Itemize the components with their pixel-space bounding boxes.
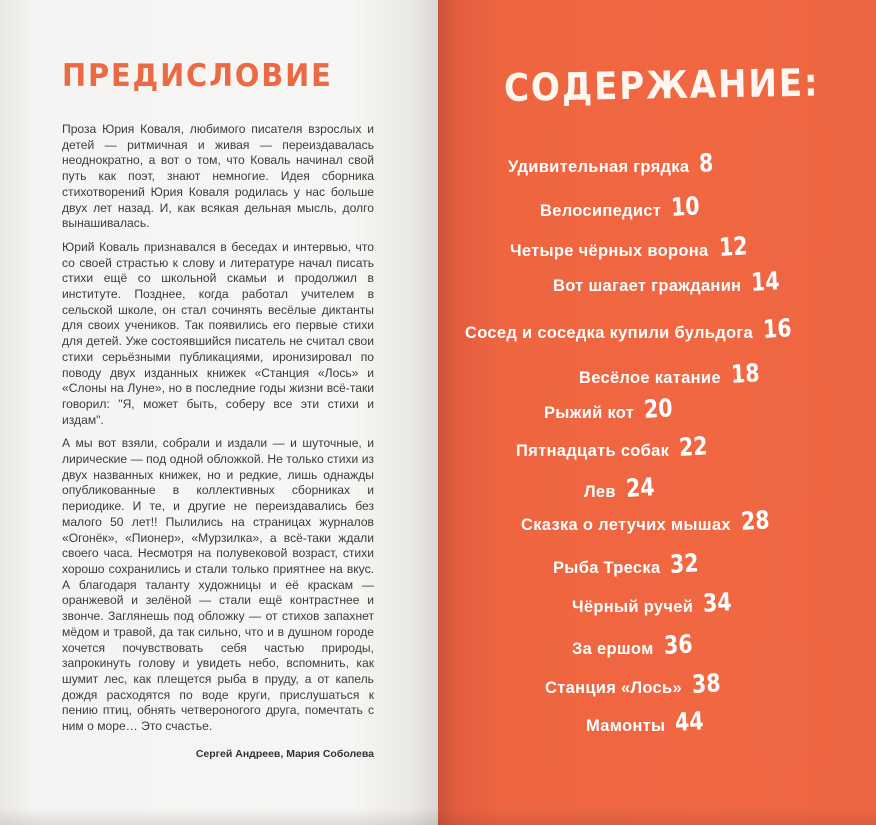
toc-item bbox=[572, 589, 738, 618]
toc-item-page: 32 bbox=[669, 548, 700, 579]
toc-item-title: Лев bbox=[584, 483, 616, 501]
toc-item-page: 14 bbox=[750, 266, 781, 297]
preface-author: Сергей Андреев, Мария Соболева bbox=[195, 748, 374, 760]
right-page bbox=[438, 0, 876, 825]
toc-item-page: 16 bbox=[762, 313, 793, 344]
toc-item bbox=[544, 395, 679, 424]
toc-item-page: 10 bbox=[670, 191, 701, 222]
toc-item-title: Весёлое катание bbox=[579, 369, 721, 387]
toc-title: СОДЕРЖАНИЕ: bbox=[503, 60, 820, 110]
preface-paragraph: Юрий Коваль признавался в беседах и интервью, что со своей страстью к слову и литературе начал писать стихи ещё со школьной скамьи и продолжил в институте. Позднее, когда работал учителем в сельской школе, он стал сочинять весёлые диктанты для своих учеников. Так появились его первые стихи для детей. Уже состоявшийся писатель не считал свои стихи серьёзными публикациями, иронизировал по поводу двух изданных книжек «Станция «Лось» и «Слоны на Луне», но в последние годы жизни всё-таки говорил: "Я, может быть, соберу все эти стихи и издам". bbox=[62, 239, 374, 427]
preface-body bbox=[62, 122, 374, 743]
toc-item-title: Рыба Треска bbox=[553, 559, 661, 577]
toc-item bbox=[516, 433, 714, 462]
toc-item-title: Станция «Лось» bbox=[545, 679, 682, 697]
toc-item-page: 18 bbox=[730, 358, 760, 389]
toc-item bbox=[510, 233, 753, 262]
toc-item-title: За ершом bbox=[572, 640, 654, 658]
toc-item-title: Сказка о летучих мышах bbox=[521, 516, 731, 534]
toc-item bbox=[540, 193, 706, 222]
toc-item-page: 8 bbox=[698, 148, 715, 178]
toc-item bbox=[545, 670, 727, 699]
toc-item-page: 36 bbox=[662, 629, 693, 660]
toc-item-page: 20 bbox=[643, 393, 674, 424]
toc-item-page: 22 bbox=[678, 431, 709, 462]
page-bottom-edge bbox=[0, 808, 876, 825]
toc-item-title: Пятнадцать собак bbox=[516, 442, 670, 460]
toc-item bbox=[465, 315, 798, 344]
toc-item-title: Четыре чёрных ворона bbox=[510, 242, 709, 260]
toc-item-title: Сосед и соседка купили бульдога bbox=[465, 324, 754, 342]
toc-item bbox=[553, 268, 786, 297]
toc-item-page: 28 bbox=[740, 505, 770, 536]
toc-item-title: Удивительная грядка bbox=[508, 158, 690, 176]
preface-paragraph: А мы вот взяли, собрали и издали — и шуточные, и лирические — под одной обложкой. Не только стихи из двух названных книжек, но и редкие, лишь однажды опубликованные в коллективных сборниках и периодике. И те, и другие не переиздавались без малого 50 лет!! Пылились на страницах журналов «Огонёк», «Пионер», «Мурзилка», а всё-таки ждали своего часа. Несмотря на полувековой возраст, стихи хорошо сохранились и стали только приятнее на вкус. А благодаря таланту художницы и её краскам — оранжевой и зелёной — стали ещё контрастнее и звонче. Заглянешь под обложку — от стихов запахнет мёдом и травой, да так сильно, что и в душном городе хочется почувствовать себя частью природы, запрокинуть голову и увидеть небо, вспомнить, как шумит лес, как плещется рыба в пруду, а от капель дождя расходятся по воде круги, прислушаться к пению птиц, обнять четвероногого друга, помечтать с ним о море… Это счастье. bbox=[62, 436, 374, 734]
toc-item-page: 44 bbox=[674, 706, 705, 737]
preface-title: ПРЕДИСЛОВИЕ bbox=[62, 58, 333, 94]
toc-item bbox=[508, 149, 717, 178]
toc-item-title: Мамонты bbox=[586, 717, 666, 735]
toc-item-page: 12 bbox=[717, 231, 748, 262]
toc-item bbox=[579, 360, 766, 389]
toc-item bbox=[584, 474, 661, 503]
toc-item-page: 38 bbox=[691, 668, 722, 699]
toc-item bbox=[586, 708, 710, 737]
toc-item-page: 34 bbox=[702, 587, 733, 618]
toc-item-title: Чёрный ручей bbox=[572, 598, 694, 616]
toc-item bbox=[572, 631, 698, 660]
toc-item-title: Вот шагает гражданин bbox=[553, 277, 742, 295]
toc-item bbox=[521, 507, 776, 536]
toc-item-title: Велосипедист bbox=[540, 202, 662, 220]
toc-item-title: Рыжий кот bbox=[544, 404, 635, 422]
preface-paragraph: Проза Юрия Коваля, любимого писателя взрослых и детей — ритмичная и живая — переиздавалась неоднократно, а вот о том, что Коваль начинал свой путь как поэт, знают немногие. Идея сборника стихотворений Юрия Коваля родилась у нас больше двух лет назад. И, как всякая дельная мысль, долго вынашивалась. bbox=[62, 122, 374, 231]
toc-item bbox=[553, 550, 705, 579]
toc-item-page: 24 bbox=[625, 472, 655, 503]
